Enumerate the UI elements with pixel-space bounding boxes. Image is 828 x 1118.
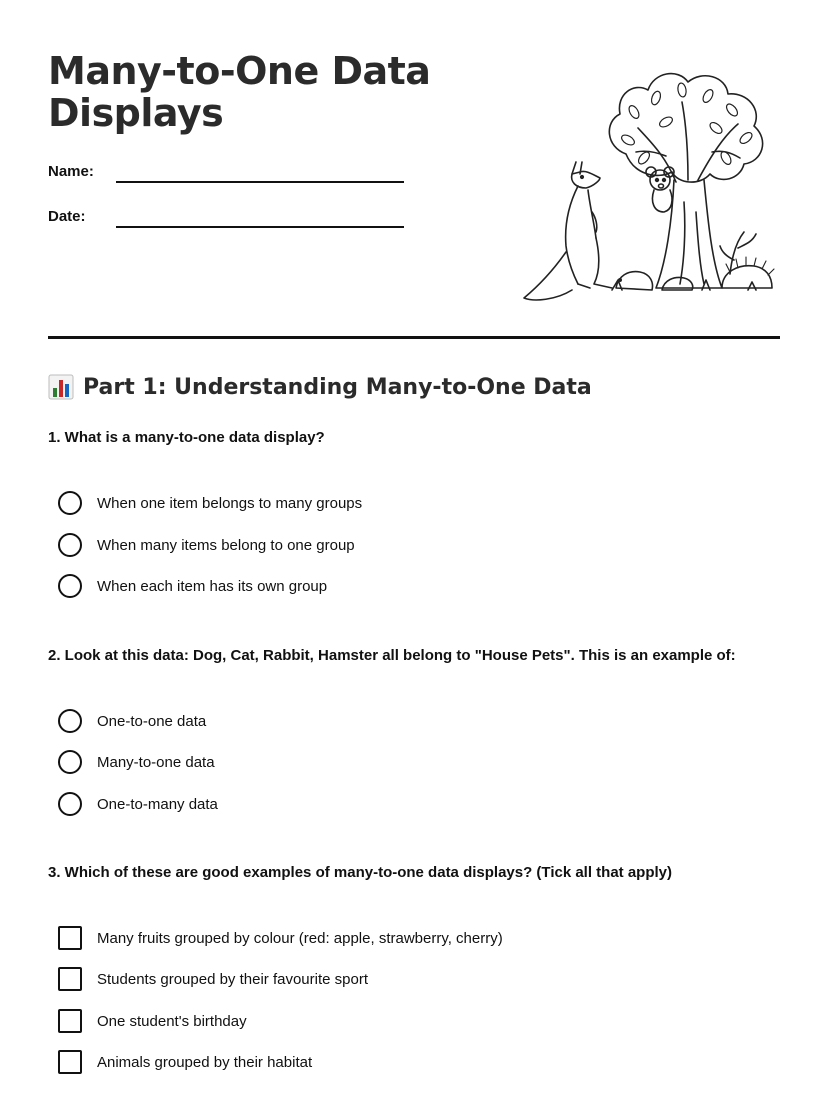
option-label: Many-to-one data bbox=[97, 753, 215, 771]
question-1: 1. What is a many-to-one data display? bbox=[48, 429, 325, 446]
checkbox[interactable] bbox=[58, 1050, 82, 1074]
option-label: When one item belongs to many groups bbox=[97, 494, 363, 512]
radio-button[interactable] bbox=[58, 533, 82, 557]
name-field[interactable] bbox=[48, 157, 408, 187]
radio-button[interactable] bbox=[58, 709, 82, 733]
date-field[interactable] bbox=[48, 202, 408, 232]
section-title: Part 1: Understanding Many-to-One Data bbox=[83, 374, 592, 400]
option-label: Animals grouped by their habitat bbox=[97, 1053, 313, 1071]
radio-button[interactable] bbox=[58, 574, 82, 598]
option-label: Many fruits grouped by colour (red: apple, strawberry, cherry) bbox=[97, 929, 503, 947]
name-writing-line[interactable] bbox=[116, 181, 404, 183]
header-divider bbox=[48, 336, 780, 339]
q2-option-1[interactable] bbox=[58, 709, 206, 733]
section-heading bbox=[48, 374, 592, 400]
option-label: One-to-one data bbox=[97, 712, 207, 730]
name-label: Name: bbox=[48, 163, 94, 180]
page-title bbox=[48, 50, 430, 134]
q2-option-2[interactable] bbox=[58, 750, 215, 774]
q3-option-2[interactable] bbox=[58, 967, 368, 991]
option-label: One student's birthday bbox=[97, 1012, 247, 1030]
option-label: Students grouped by their favourite sport bbox=[97, 970, 368, 988]
q1-option-2[interactable] bbox=[58, 533, 355, 557]
title-line-2: Displays bbox=[48, 91, 224, 135]
question-2: 2. Look at this data: Dog, Cat, Rabbit, Hamster all belong to "House Pets". This is an example of: bbox=[48, 647, 736, 664]
bar-chart-icon bbox=[48, 374, 74, 400]
option-label: When each item has its own group bbox=[97, 577, 328, 595]
q2-option-3[interactable] bbox=[58, 792, 218, 816]
q3-option-1[interactable] bbox=[58, 926, 503, 950]
title-line-1: Many-to-One Data bbox=[48, 49, 431, 93]
date-writing-line[interactable] bbox=[116, 226, 404, 228]
radio-button[interactable] bbox=[58, 491, 82, 515]
kangaroo-koala-tree-illustration bbox=[516, 62, 778, 312]
radio-button[interactable] bbox=[58, 750, 82, 774]
option-label: When many items belong to one group bbox=[97, 536, 355, 554]
q3-option-3[interactable] bbox=[58, 1009, 247, 1033]
checkbox[interactable] bbox=[58, 967, 82, 991]
q1-option-1[interactable] bbox=[58, 491, 362, 515]
date-label: Date: bbox=[48, 208, 86, 225]
option-label: One-to-many data bbox=[97, 795, 218, 813]
question-3: 3. Which of these are good examples of many-to-one data displays? (Tick all that apply) bbox=[48, 864, 673, 881]
checkbox[interactable] bbox=[58, 1009, 82, 1033]
checkbox[interactable] bbox=[58, 926, 82, 950]
radio-button[interactable] bbox=[58, 792, 82, 816]
q1-option-3[interactable] bbox=[58, 574, 327, 598]
q3-option-4[interactable] bbox=[58, 1050, 312, 1074]
